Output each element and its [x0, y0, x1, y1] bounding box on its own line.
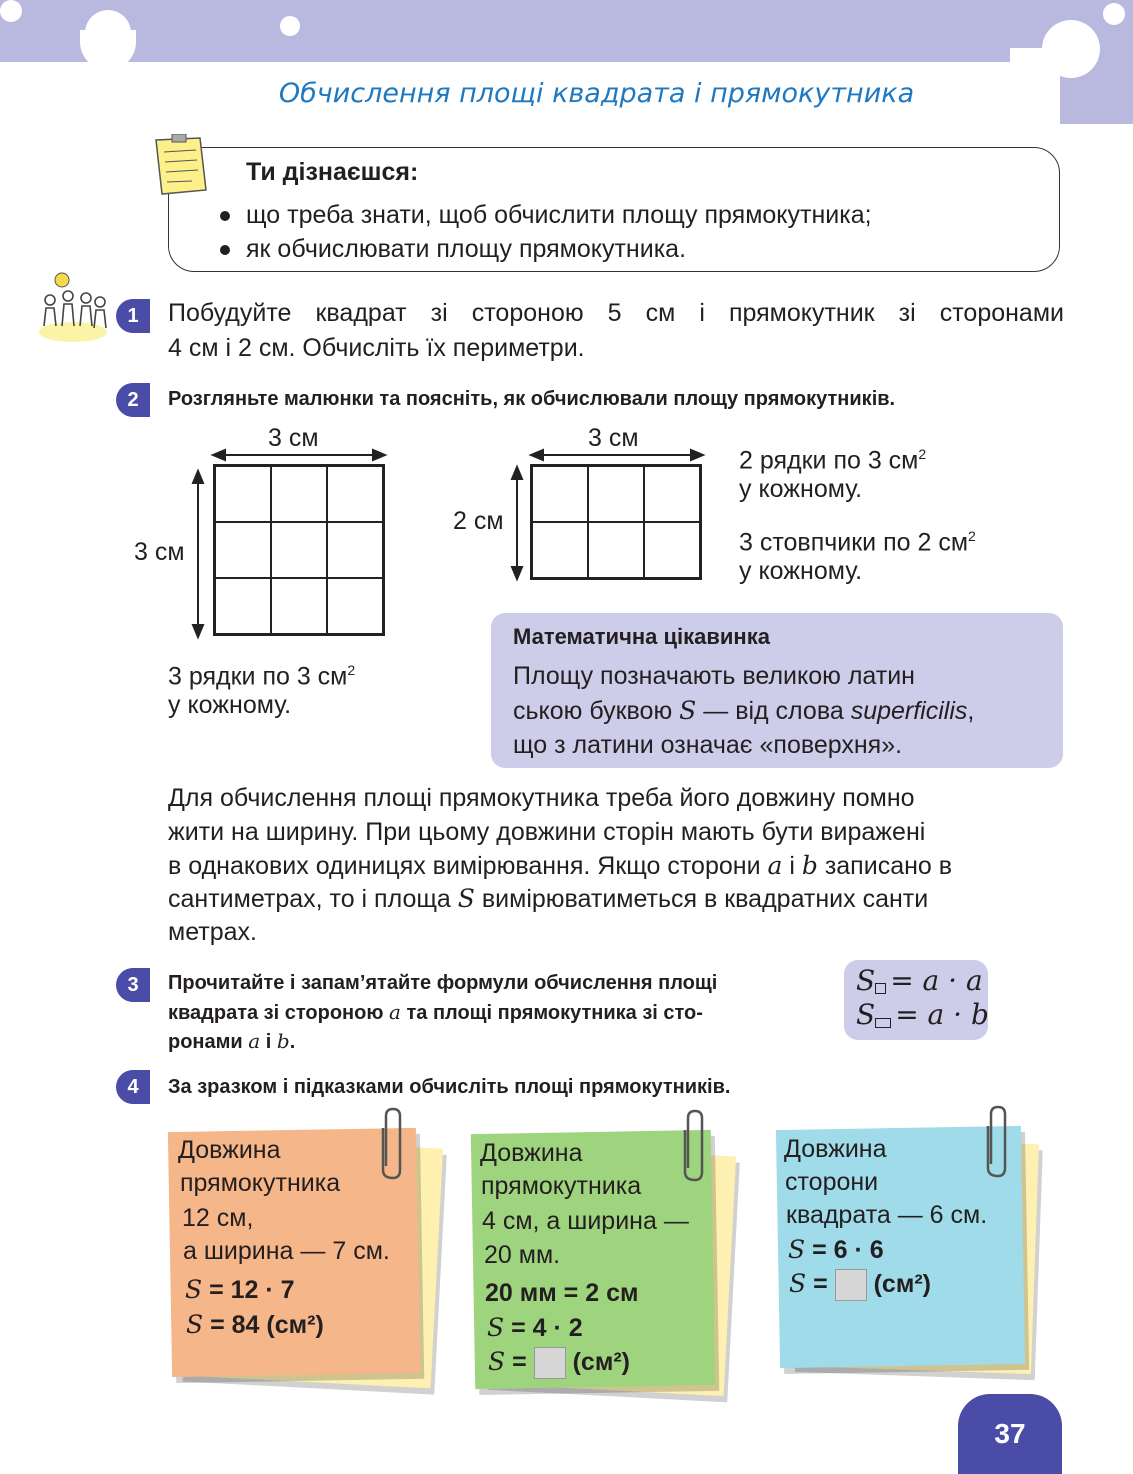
- rectangle-desc2-line2: у кожному.: [739, 557, 863, 585]
- note2-line2: прямокутника: [481, 1172, 642, 1200]
- task-number-badge: 1: [116, 299, 150, 333]
- task3-text-line2: квадрата зі стороною a та площі прямокутника зі сто-: [168, 1000, 703, 1024]
- square-area-formula: S = a · a: [856, 964, 983, 997]
- task2-text: Розгляньте малюнки та поясніть, як обчислювали площу прямокутників.: [168, 388, 896, 410]
- rectangle-grid: [530, 464, 702, 580]
- note3-line2: сторони: [785, 1168, 879, 1196]
- math-fact-line2: ською буквою S — від слова superficilis,: [513, 696, 975, 725]
- task-number-badge: 3: [116, 968, 150, 1002]
- note1-formula2: S = 84 (см²): [186, 1310, 324, 1339]
- rectangle-desc1-line2: у кожному.: [739, 475, 863, 503]
- rectangle-side-label: 2 см: [453, 507, 504, 535]
- task1-text-line1: Побудуйте квадрат зі стороною 5 см і прямокутник зі сторонами: [168, 299, 1064, 327]
- note1-formula1: S = 12 · 7: [185, 1275, 295, 1304]
- note2-formula2: S = (см²): [488, 1345, 630, 1379]
- header-band: [0, 0, 1133, 62]
- page-number: 37: [958, 1394, 1062, 1474]
- learning-goals-heading: Ти дізнаєшся:: [246, 158, 419, 186]
- rectangle-area-formula: S = a · b: [856, 998, 989, 1031]
- note2-line1: Довжина: [480, 1139, 583, 1167]
- rule-paragraph-line2: жити на ширину. При цьому довжини сторін мають бути виражені: [168, 818, 926, 846]
- rule-paragraph-line3: в однакових одиницях вимірювання. Якщо сторони a і b записано в: [168, 851, 953, 880]
- note1-line2: прямокутника: [180, 1169, 341, 1197]
- square-side-label: 3 см: [134, 538, 185, 566]
- task-number-badge: 2: [116, 383, 150, 417]
- square-grid: [213, 464, 385, 636]
- note3-line3: квадрата — 6 см.: [786, 1201, 988, 1229]
- note1-line1: Довжина: [178, 1136, 281, 1164]
- math-fact-line1: Площу позначають великою латин: [513, 662, 915, 690]
- rectangle-top-label: 3 см: [588, 424, 639, 452]
- math-fact-heading: Математична цікавинка: [513, 624, 770, 649]
- rule-paragraph-line1: Для обчислення площі прямокутника треба його довжину помно: [168, 784, 915, 812]
- paper-clip-icon: [682, 1108, 708, 1184]
- task3-text-line1: Прочитайте і запам’ятайте формули обчислення площі: [168, 972, 718, 994]
- square-caption-line2: у кожному.: [168, 691, 292, 719]
- rectangle-desc1-line1: 2 рядки по 3 $см^2$: [739, 446, 927, 475]
- group-work-icon: [36, 270, 110, 344]
- note-paper-icon: [148, 134, 210, 198]
- note3-line1: Довжина: [784, 1135, 887, 1163]
- rule-paragraph-line4: сантиметрах, то і площа S вимірюватиметься в квадратних санти: [168, 884, 929, 913]
- rule-paragraph-line5: метрах.: [168, 918, 257, 946]
- note2-formula1: S = 4 · 2: [487, 1313, 583, 1342]
- note2-line3: 4 см, а ширина —: [482, 1207, 689, 1235]
- note3-formula1: S = 6 · 6: [788, 1235, 884, 1264]
- learning-goal-item: що треба знати, щоб обчислити площу прямокутника;: [220, 201, 872, 230]
- note1-line3: 12 см,: [182, 1204, 254, 1232]
- decor-bubble: [80, 30, 136, 70]
- answer-box[interactable]: [534, 1347, 566, 1379]
- note1-line4: а ширина — 7 см.: [183, 1237, 390, 1265]
- decor-bubble: [1103, 3, 1125, 25]
- task1-text-line2: 4 см і 2 см. Обчисліть їх периметри.: [168, 334, 585, 362]
- note3-formula2: S = (см²): [789, 1267, 931, 1301]
- paper-clip-icon: [985, 1104, 1011, 1180]
- rectangle-desc2-line1: 3 стовпчики по 2 $см^2$: [739, 528, 976, 557]
- decor-bubble: [0, 0, 22, 22]
- note2-line4: 20 мм.: [484, 1241, 561, 1269]
- decor-bubble: [280, 16, 300, 36]
- square-top-label: 3 см: [268, 424, 319, 452]
- task3-text-line3: ронами a і b.: [168, 1029, 296, 1053]
- task-number-badge: 4: [116, 1070, 150, 1104]
- learning-goal-item: як обчислювати площу прямокутника.: [220, 235, 686, 264]
- math-fact-line3: що з латини означає «поверхня».: [513, 731, 903, 759]
- page-title: Обчислення площі квадрата і прямокутника: [278, 78, 915, 109]
- note2-conversion: 20 мм = 2 см: [485, 1279, 639, 1307]
- task4-text: За зразком і підказками обчисліть площі прямокутників.: [168, 1076, 731, 1098]
- paper-clip-icon: [380, 1106, 406, 1182]
- square-caption-line1: 3 рядки по 3 $см^2$: [168, 662, 356, 691]
- answer-box[interactable]: [835, 1269, 867, 1301]
